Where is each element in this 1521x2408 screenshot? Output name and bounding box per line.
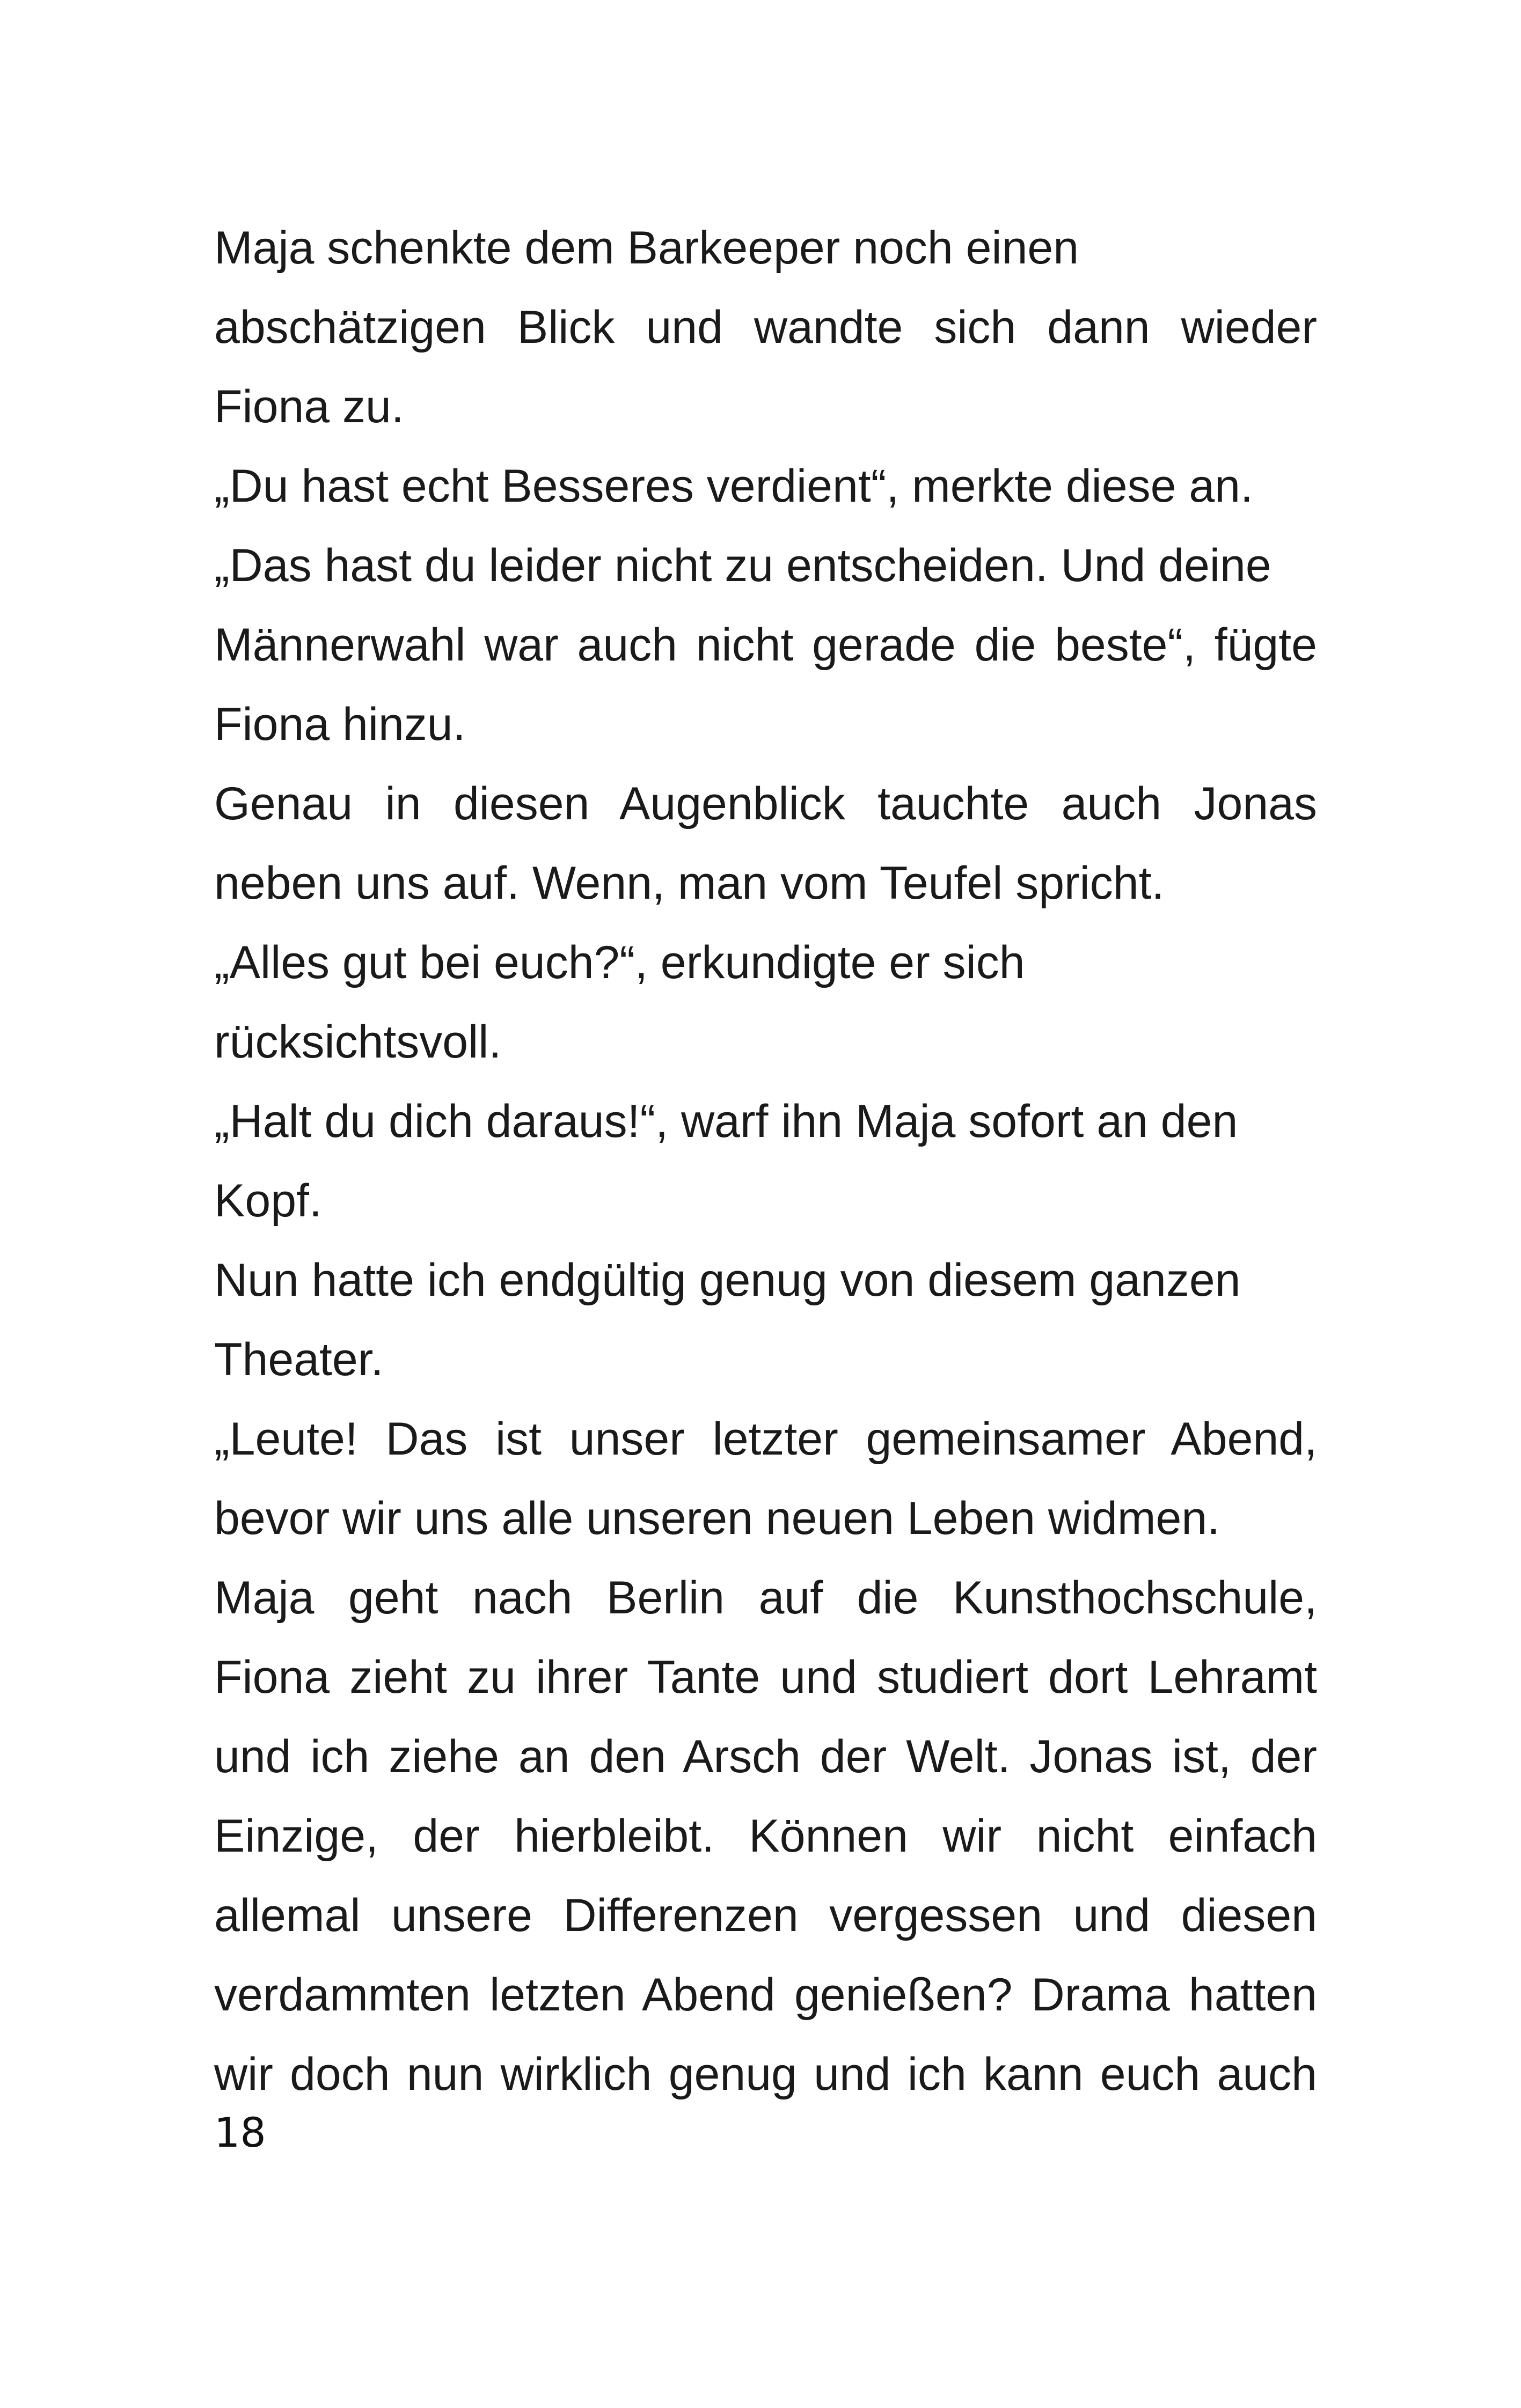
text-line: neben uns auf. Wenn, man vom Teufel spricht. <box>214 857 1165 909</box>
text-line: wir doch nun wirklich genug und ich kann euch auch <box>214 2049 1317 2100</box>
text-line: rücksichtsvoll. <box>214 1016 502 1068</box>
text-line: verdammten letzten Abend genießen? Drama hatten <box>214 1969 1317 2021</box>
text-line: abschätzigen Blick und wandte sich dann wieder <box>214 302 1317 353</box>
text-line: Theater. <box>214 1334 384 1385</box>
text-line: „Alles gut bei euch?“, erkundigte er sich <box>214 937 1025 988</box>
text-line: Maja schenkte dem Barkeeper noch einen <box>214 222 1079 274</box>
text-line: „Das hast du leider nicht zu entscheiden. Und deine <box>214 540 1271 591</box>
text-line: Nun hatte ich endgültig genug von diesem ganzen <box>214 1254 1241 1306</box>
text-line: Maja geht nach Berlin auf die Kunsthochschule, <box>214 1572 1317 1624</box>
text-line: bevor wir uns alle unseren neuen Leben widmen. <box>214 1493 1220 1544</box>
text-line: Einzige, der hierbleibt. Können wir nicht einfach <box>214 1810 1317 1862</box>
text-line: allemal unsere Differenzen vergessen und diesen <box>214 1890 1317 1941</box>
text-line: und ich ziehe an den Arsch der Welt. Jonas ist, der <box>214 1731 1317 1782</box>
body-text <box>214 208 1317 2114</box>
text-line: Fiona zu. <box>214 381 404 432</box>
text-line: „Leute! Das ist unser letzter gemeinsamer Abend, <box>214 1413 1317 1465</box>
text-line: Fiona zieht zu ihrer Tante und studiert dort Lehramt <box>214 1651 1317 1703</box>
text-line: „Du hast echt Besseres verdient“, merkte diese an. <box>214 460 1253 512</box>
text-line: Fiona hinzu. <box>214 699 466 750</box>
page-number: 18 <box>214 2109 266 2156</box>
text-line: Kopf. <box>214 1175 322 1227</box>
text-line: Genau in diesen Augenblick tauchte auch Jonas <box>214 778 1317 829</box>
text-line: „Halt du dich daraus!“, warf ihn Maja sofort an den <box>214 1096 1238 1147</box>
text-line: Männerwahl war auch nicht gerade die beste“, fügte <box>214 619 1317 671</box>
